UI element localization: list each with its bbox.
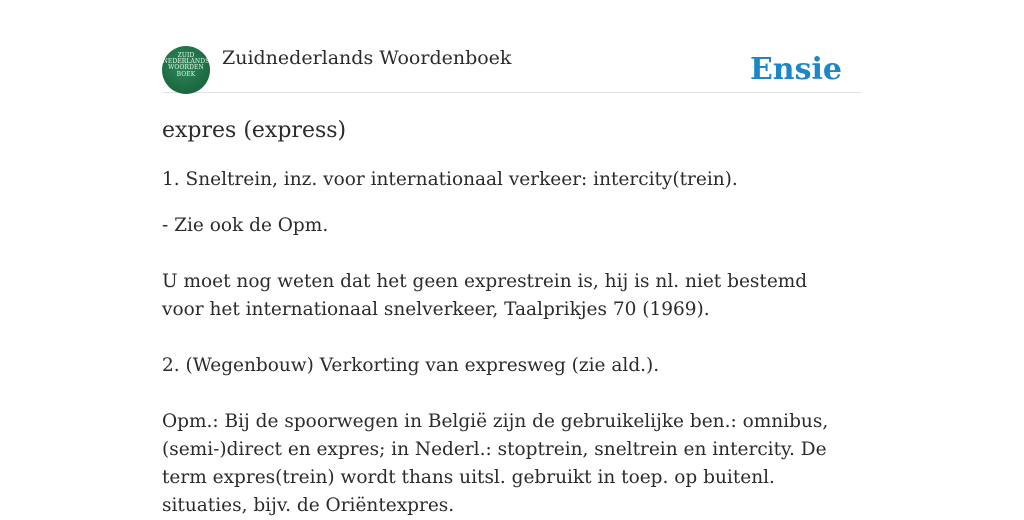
definition-paragraph: Opm.: Bij de spoorwegen in België zijn de gebruikelijke ben.: omnibus, (semi-)direct en expres; in Nederl.: stoptrein, sneltrein en intercity. De term expres(trein) wordt thans uitsl. gebruikt in toep. op buitenl. situaties, bijv. de Oriëntexpres. xyxy=(162,411,829,516)
logo-line: BOEK xyxy=(176,70,196,78)
logo-line: ZUID xyxy=(177,52,195,59)
logo-text xyxy=(162,53,210,78)
logo-line: NEDERLANDS xyxy=(162,58,210,66)
brand-logo-link[interactable]: Ensie xyxy=(749,52,842,87)
logo-line: WOORDEN xyxy=(168,64,204,72)
definition-paragraph: U moet nog weten dat het geen exprestrein is, hij is nl. niet bestemd voor het internationaal snelverkeer, Taalprikjes 70 (1969). xyxy=(162,271,808,320)
definition-paragraph: 2. (Wegenbouw) Verkorting van expresweg (zie ald.). xyxy=(162,355,660,376)
definition-paragraph: - Zie ook de Opm. xyxy=(162,215,329,236)
site-name-link[interactable]: Zuidnederlands Woordenboek xyxy=(222,47,512,69)
entry-content xyxy=(162,114,842,520)
entry-title: expres (express) xyxy=(162,118,347,143)
site-header xyxy=(162,46,862,93)
definition-paragraph: 1. Sneltrein, inz. voor internationaal verkeer: intercity(trein). xyxy=(162,169,738,190)
site-logo[interactable] xyxy=(162,46,210,94)
